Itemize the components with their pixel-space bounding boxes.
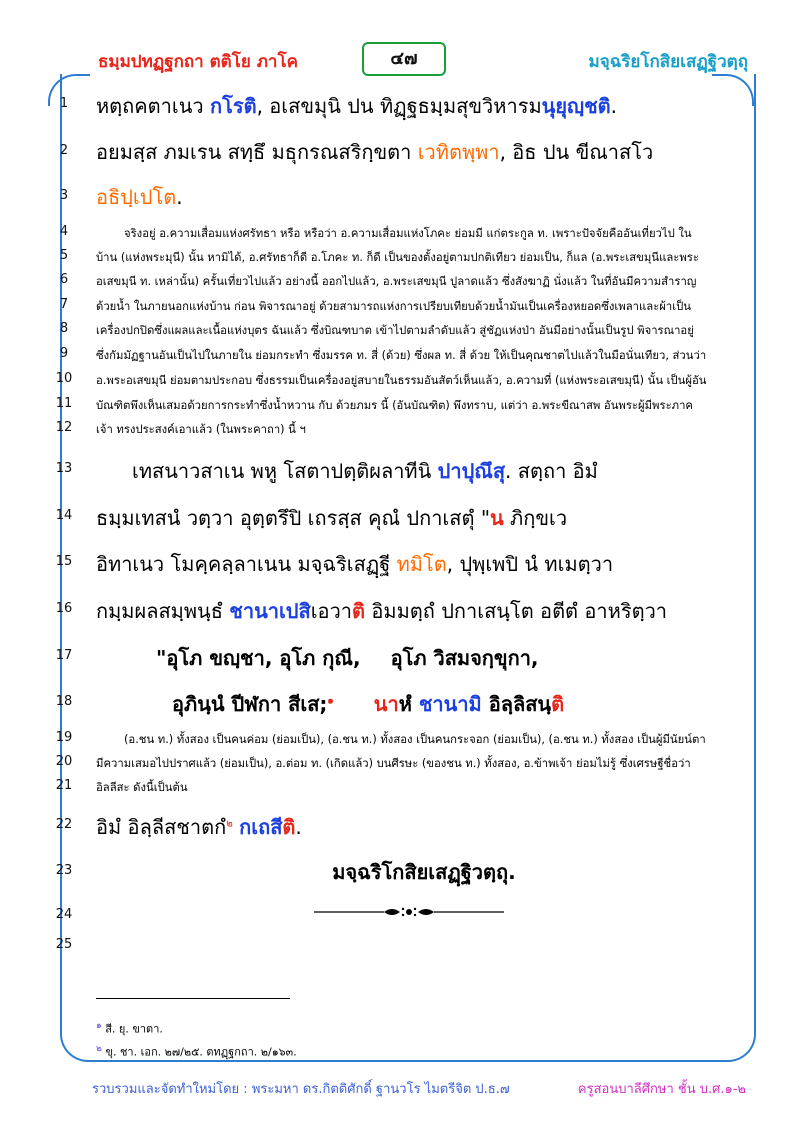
line-number: 17 — [55, 648, 73, 663]
line-number: 11 — [55, 396, 73, 411]
translation-line-10: อ.พระอเสขมุนี ย่อมตามประกอบ ซึ่งธรรมเป็นเครื่องอยู่สบายในธรรมอันสัตว์เห็นแล้ว, อ.ความที่ (แห่งพระอเสขมุนี) นั้น เป็นผู้อัน — [96, 374, 707, 387]
line-number: 15 — [55, 554, 73, 569]
line-number: 24 — [55, 907, 73, 922]
translation-line-9: ซึ่งกัมมัฏฐานอันเป็นไปในภายใน ย่อมกระทำ ซึ่งมรรค ท. สี่ (ด้วย) ซึ่งผล ท. สี่ ด้วย ให้เป็นคุณชาตไปแล้วในมือนั่นเทียว, ส่วนว่า — [96, 349, 707, 362]
footnote-divider — [96, 998, 290, 999]
translation-line-12: เจ้า ทรงประสงค์เอาแล้ว (ในพระคาถา) นี้ ฯ — [96, 423, 306, 436]
line-number: 5 — [59, 248, 69, 263]
line-number: 7 — [59, 297, 69, 312]
ornament-divider-icon — [314, 905, 504, 919]
footnote-2: $^๒$ ขุ. ชา. เอก. ๒๗/๒๕. ตทฏฺฐกถา. ๒/๑๖๓. — [96, 1044, 297, 1059]
line-number: 9 — [59, 346, 69, 361]
line-number: 16 — [55, 601, 73, 616]
line-number: 14 — [55, 508, 73, 523]
text-line-22: อิมํ อิลฺลีสชาตกํ$^๒$ กเถสีติ. — [96, 815, 302, 839]
translation-line-19: (อ.ชน ท.) ทั้งสอง เป็นคนค่อม (ย่อมเป็น), (อ.ชน ท.) ทั้งสอง เป็นคนกระจอก (ย่อมเป็น), (อ.ชน ท.) ทั้งสอง เป็นผู้มีนัยน์ตา — [124, 733, 706, 746]
line-number: 6 — [59, 272, 69, 287]
page-number-badge: ๔๗ — [362, 42, 446, 76]
translation-line-21: อิลลีสะ ดังนี้เป็นต้น — [96, 781, 188, 794]
header-title-left: ธมฺมปทฏฺฐกถา ตติโย ภาโค — [98, 52, 298, 72]
line-number: 19 — [55, 730, 73, 745]
footnote-1: $^๑$ สี. ยุ. ขาตา. — [96, 1021, 163, 1036]
text-line-13: เทสนาวสาเน พหู โสตาปตฺติผลาทีนิ ปาปุณึสุ. สตฺถา อิมํ — [132, 459, 598, 483]
translation-line-4: จริงอยู่ อ.ความเสื่อมแห่งศรัทธา หรือ หรือว่า อ.ความเสื่อมแห่งโภคะ ย่อมมี แก่ตระกูล ท. เพราะปัจจัยคืออันเที่ยวไป ใน — [124, 227, 692, 240]
text-line-3: อธิปฺเปโต. — [96, 185, 183, 209]
line-number: 18 — [55, 694, 73, 709]
text-line-15: อิทาเนว โมคฺคลฺลาเนน มจฺฉริเสฏฺฐี ทมิโต, ปุพฺเพปิ นํ ทเมตฺวา — [96, 552, 614, 576]
line-number: 2 — [59, 143, 69, 158]
story-end-title: มจฺฉริโกสิยเสฏฺฐิวตฺถุ. — [332, 860, 516, 884]
translation-line-20: มีความเสมอไปปราศแล้ว (ย่อมเป็น), อ.ต่อม ท. (เกิดแล้ว) บนศีรษะ (ของชน ท.) ทั้งสอง, อ.ข้าพเจ้า ย่อมไม่รู้ ซึ่งเศรษฐีชื่อว่า — [96, 757, 691, 770]
line-number: 12 — [55, 420, 73, 435]
verse-line-18: อุภินฺนํ ปีฬกา สีเส;$^๑$ นาหํ ชานามิ อิลฺลิสนฺติ — [172, 692, 565, 716]
text-line-16: กมฺมผลสมฺพนฺธํ ชานาเปสิเอวาติ อิมมตฺถํ ปกาเสนฺโต อตีตํ อาหริตฺวา — [96, 599, 668, 623]
footer-credit: รวบรวมและจัดทำใหม่โดย : พระมหา ดร.กิตติศักดิ์ ฐานวโร ไมตรีจิต ป.ธ.๗ — [92, 1082, 510, 1097]
header-title-right: มจฺฉริยโกสิยเสฏฺฐิวตฺถุ — [588, 52, 748, 72]
verse-line-17: "อุโภ ขญฺชา, อุโภ กุณี, อุโภ วิสมจกฺขุกา, — [156, 646, 539, 670]
text-line-2: อยมสฺส ภมเรน สทฺธึ มธุกรณสริกฺขตา เวทิตพฺพา, อิธ ปน ขีณาสโว — [96, 140, 654, 164]
translation-line-8: เครื่องปกปิดซึ่งแผลและเนื้อแห่งบุตร ฉันแล้ว ซึ่งบิณฑบาต เข้าไปตามลำดับแล้ว สู่ชัฏแห่งป่า อันมีอย่างนั้นเป็นรูป พิจารณาอยู่ — [96, 324, 694, 337]
line-number: 22 — [55, 817, 73, 832]
translation-line-6: อเสขมุนี ท. เหล่านั้น) ครั้นเที่ยวไปแล้ว อย่างนี้ ออกไปแล้ว, อ.พระเสขมุนี ปูลาดแล้ว ซึ่งสังฆาฏิ นั่งแล้ว ในที่อันมีความสำราญ — [96, 275, 697, 288]
translation-line-5: บ้าน (แห่งพระมุนี) นั้น หามิได้, อ.ศรัทธาก็ดี อ.โภคะ ท. ก็ดี เป็นของตั้งอยู่ตามปกติเทียว ย่อมเป็น, ก็แล (อ.พระเสขมุนีและพระ — [96, 251, 699, 264]
text-line-1: หตฺถคตาเนว กโรติ, อเสขมุนิ ปน ทิฏฺฐธมฺมสุขวิหารมนุยุญฺชติ. — [96, 94, 617, 118]
line-number: 3 — [59, 188, 69, 203]
text-line-14: ธมฺมเทสนํ วตฺวา อุตฺตรึปิ เถรสฺส คุณํ ปกาเสตุํ "น ภิกฺขเว — [96, 506, 568, 530]
line-number: 8 — [59, 321, 69, 336]
translation-line-7: ด้วยน้ำ ในภายนอกแห่งบ้าน ก่อน พิจารณาอยู่ ด้วยสามารถแห่งการเปรียบเทียบด้วยน้ำมันเป็นเครื่องหยอดซึ่งเพลาและผ้าเป็น — [96, 300, 691, 313]
line-number: 13 — [55, 461, 73, 476]
footer-course: ครูสอนบาลีศึกษา ชั้น บ.ศ.๑-๒ — [577, 1082, 746, 1097]
line-number: 1 — [59, 96, 69, 111]
translation-line-11: บัณฑิตพึงเห็นเสมอด้วยการกระทำซึ่งน้ำหวาน กับ ด้วยภมร นี้ (อันบัณฑิต) พึงทราบ, แต่ว่า อ.พระขีณาสพ อันพระผู้มีพระภาค — [96, 399, 693, 412]
line-number: 20 — [55, 754, 73, 769]
line-number: 23 — [55, 863, 73, 878]
line-number: 25 — [55, 937, 73, 952]
line-number: 10 — [55, 371, 73, 386]
line-number: 4 — [59, 224, 69, 239]
line-number: 21 — [55, 778, 73, 793]
